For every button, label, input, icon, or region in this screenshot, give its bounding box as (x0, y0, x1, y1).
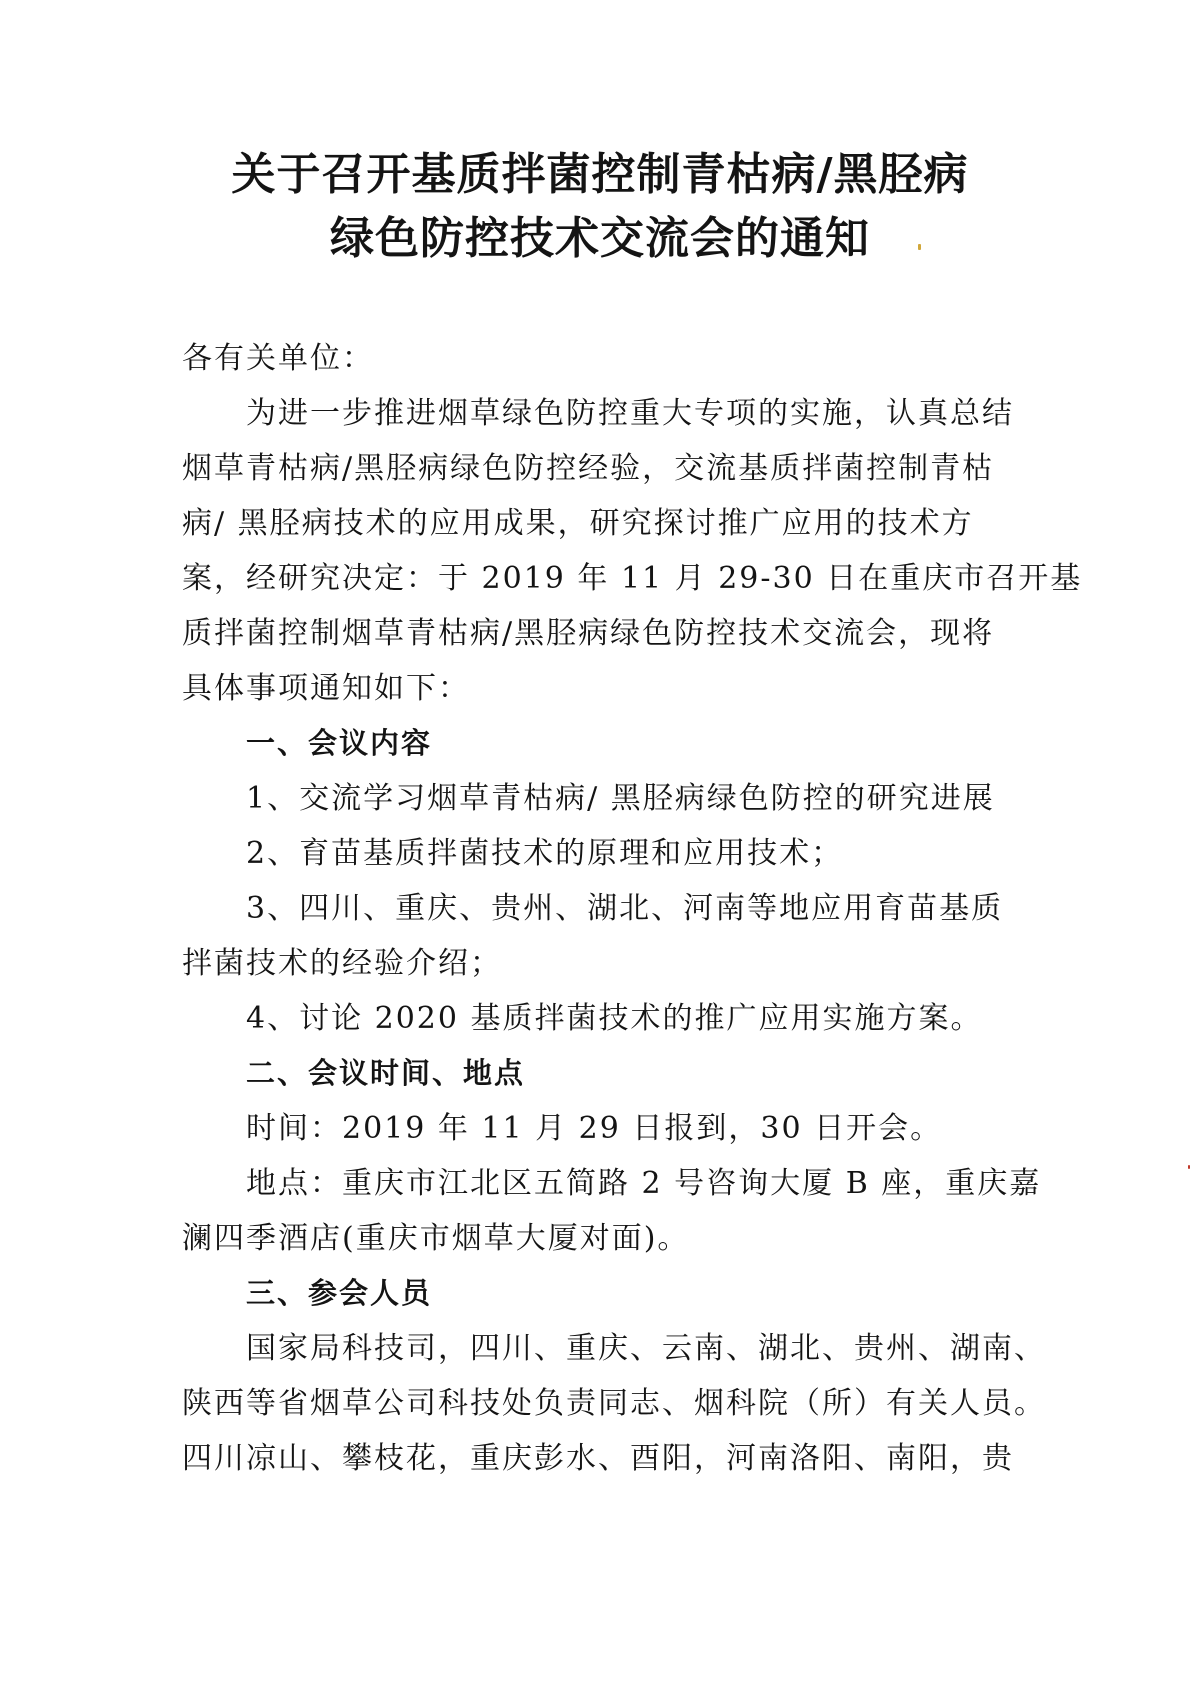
salutation: 各有关单位： (182, 341, 374, 376)
meeting-time: 时间：2019 年 11 月 29 日报到，30 日开会。 (246, 1111, 943, 1146)
document-title-line-2: 绿色防控技术交流会的通知 (330, 213, 870, 264)
list-item: 2、育苗基质拌菌技术的原理和应用技术； (246, 836, 844, 871)
section-heading-attendees: 三、参会人员 (246, 1276, 433, 1310)
section-heading-time-place: 二、会议时间、地点 (246, 1056, 526, 1090)
intro-paragraph-line: 质拌菌控制烟草青枯病/黑胫病绿色防控技术交流会，现将 (182, 616, 995, 651)
list-item: 3、四川、重庆、贵州、湖北、河南等地应用育苗基质 (246, 891, 1004, 926)
list-item: 4、讨论 2020 基质拌菌技术的推广应用实施方案。 (246, 1001, 983, 1036)
attendees-paragraph-line: 陕西等省烟草公司科技处负责同志、烟科院（所）有关人员。 (182, 1386, 1046, 1421)
intro-paragraph-line: 烟草青枯病/黑胫病绿色防控经验，交流基质拌菌控制青枯 (182, 451, 995, 486)
list-item-continuation: 拌菌技术的经验介绍； (182, 946, 502, 981)
list-item: 1、交流学习烟草青枯病/ 黑胫病绿色防控的研究进展 (246, 781, 995, 816)
intro-paragraph-line: 案，经研究决定：于 2019 年 11 月 29-30 日在重庆市召开基 (182, 561, 1083, 596)
intro-paragraph-line: 病/ 黑胫病技术的应用成果，研究探讨推广应用的技术方 (182, 506, 974, 541)
intro-paragraph-line: 具体事项通知如下： (182, 671, 470, 706)
attendees-paragraph-line: 国家局科技司，四川、重庆、云南、湖北、贵州、湖南、 (246, 1331, 1046, 1366)
intro-paragraph-line: 为进一步推进烟草绿色防控重大专项的实施，认真总结 (246, 396, 1014, 431)
attendees-paragraph-line: 四川凉山、攀枝花，重庆彭水、酉阳，河南洛阳、南阳，贵 (182, 1441, 1014, 1476)
meeting-place: 地点：重庆市江北区五简路 2 号咨询大厦 B 座，重庆嘉 (246, 1166, 1042, 1201)
section-heading-meeting-content: 一、会议内容 (246, 726, 433, 760)
scan-speck (918, 244, 921, 250)
document-title-line-1: 关于召开基质拌菌控制青枯病/黑胫病 (231, 149, 969, 200)
scan-speck (1188, 1165, 1190, 1169)
meeting-place-continuation: 澜四季酒店(重庆市烟草大厦对面)。 (182, 1221, 690, 1256)
